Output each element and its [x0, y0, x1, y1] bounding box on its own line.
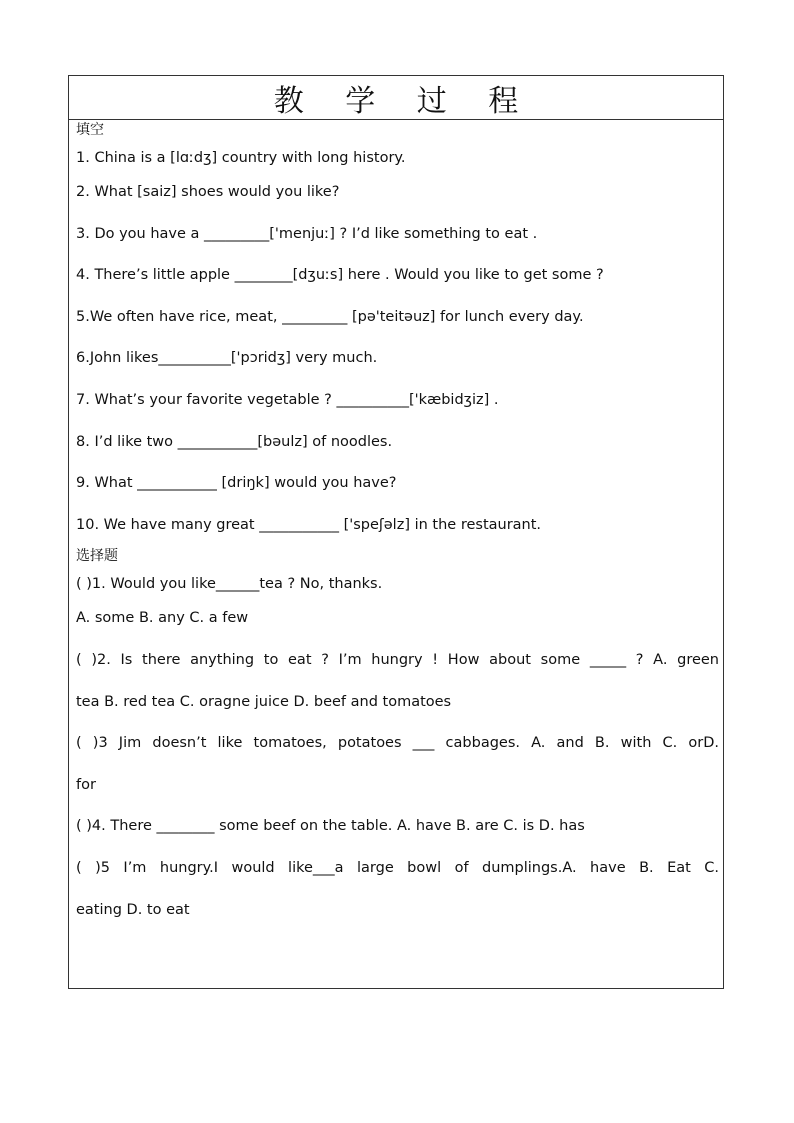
- choice-q1: ( )1. Would you like______tea ? No, thanks.: [76, 576, 383, 593]
- fill-in-item-7: 7. What’s your favorite vegetable ? __________['kæbidʒiz] .: [76, 391, 499, 408]
- fill-in-heading: 填空: [76, 122, 104, 138]
- choice-q1-options: A. some B. any C. a few: [76, 610, 249, 627]
- fill-in-item-8: 8. I’d like two ___________[bəulz] of noodles.: [76, 433, 393, 450]
- fill-in-item-10: 10. We have many great ___________ ['speʃəlz] in the restaurant.: [76, 516, 542, 533]
- choice-q4: ( )4. There ________ some beef on the table. A. have B. are C. is D. has: [76, 818, 585, 835]
- choice-q2-options: tea B. red tea C. oragne juice D. beef and tomatoes: [76, 693, 452, 710]
- fill-in-item-6: 6.John likes__________['pɔridʒ] very much.: [76, 350, 378, 367]
- content-cell: [69, 120, 723, 931]
- fill-in-item-5: 5.We often have rice, meat, _________ [pə'teitəuz] for lunch every day.: [76, 308, 584, 325]
- choice-q2: ( )2. Is there anything to eat ? I’m hungry ! How about some _____ ? A. green: [76, 651, 719, 668]
- title-row: [69, 76, 723, 120]
- choice-q3: ( )3 Jim doesn’t like tomatoes, potatoes ___ cabbages. A. and B. with C. orD.: [76, 735, 719, 752]
- fill-in-item-3: 3. Do you have a _________['menjuː] ? I’d like something to eat .: [76, 225, 538, 242]
- page-title: 教 学 过 程: [273, 83, 535, 119]
- fill-in-item-4: 4. There’s little apple ________[dʒuːs] here . Would you like to get some ?: [76, 267, 604, 284]
- choice-q5: ( )5 I’m hungry.I would like___a large bowl of dumplings.A. have B. Eat C.: [76, 859, 719, 876]
- fill-in-item-9: 9. What ___________ [driŋk] would you have?: [76, 475, 397, 492]
- choice-q5-continued: eating D. to eat: [76, 901, 190, 918]
- choice-heading: 选择题: [76, 548, 118, 565]
- lesson-table: [68, 75, 724, 989]
- fill-in-item-2: 2. What [saiz] shoes would you like?: [76, 184, 340, 200]
- fill-in-item-1: 1. China is a [lɑːdʒ] country with long history.: [76, 150, 406, 166]
- choice-q3-continued: for: [76, 776, 96, 793]
